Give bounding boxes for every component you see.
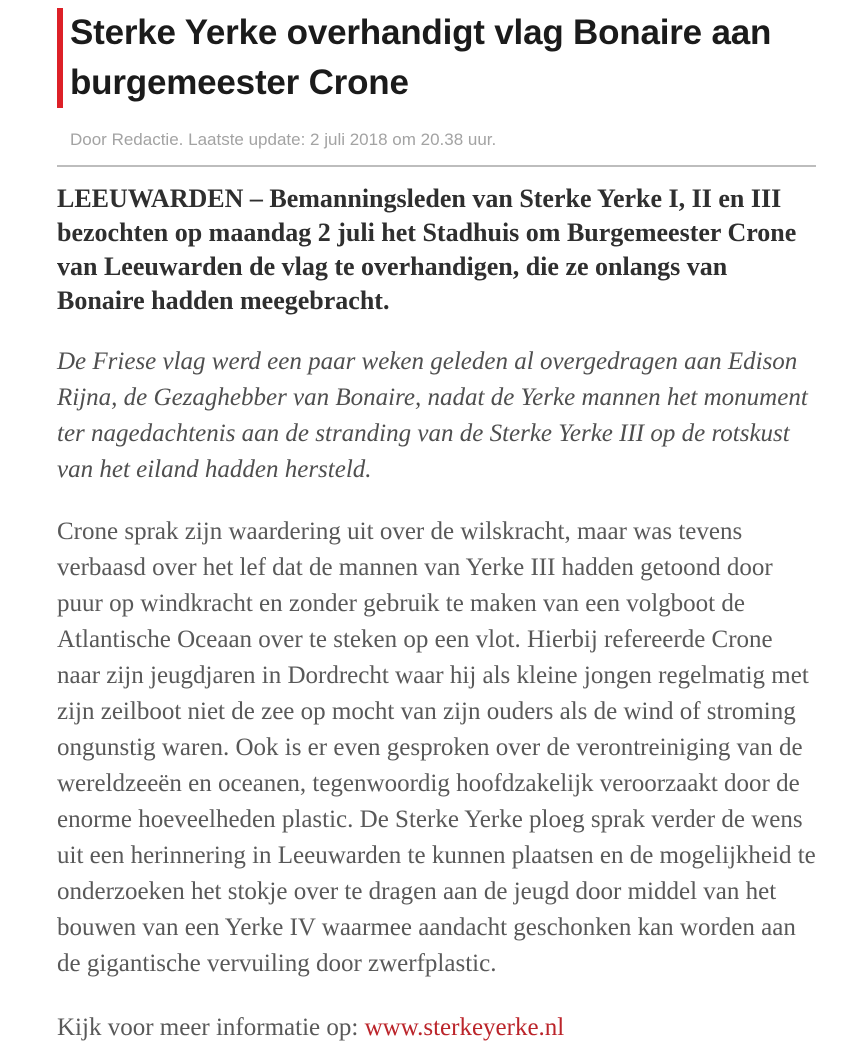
divider bbox=[57, 165, 816, 167]
body-paragraph: Crone sprak zijn waardering uit over de wilskracht, maar was tevens verbaasd over het lef dat de mannen van Yerke III hadden getoond door puur op windkracht en zonder gebruik te maken van een volgboot de Atlantische Oceaan over te steken op een vlot. Hierbij refereerde Crone naar zijn jeugdjaren in Dordrecht waar hij als kleine jongen regelmatig met zijn zeilboot niet de zee op mocht van zijn ouders als de wind of stroming ongunstig waren. Ook is er even gesproken over de verontreiniging van de wereldzeeën en oceanen, tegenwoordig hoofdzakelijk veroorzaakt door de enorme hoeveelheden plastic. De Sterke Yerke ploeg sprak verder de wens uit een herinnering in Leeuwarden te kunnen plaatsen en de mogelijkheid te onderzoeken het stokje over te dragen aan de jeugd door middel van het bouwen van een Yerke IV waarmee aandacht geschonken kan worden aan de gigantische vervuiling door zwerfplastic. bbox=[57, 518, 816, 977]
more-info-text: Kijk voor meer informatie op: bbox=[57, 1014, 365, 1041]
website-link[interactable]: www.sterkeyerke.nl bbox=[364, 1014, 565, 1041]
more-info-line bbox=[57, 1010, 816, 1046]
headline-row bbox=[57, 8, 816, 108]
intro-paragraph: De Friese vlag werd een paar weken geleden al overgedragen aan Edison Rijna, de Gezaghebber van Bonaire, nadat de Yerke mannen het monument ter nagedachtenis aan de stranding van de Sterke Yerke III op de rotskust van het eiland hadden hersteld. bbox=[57, 348, 808, 483]
page-title: Sterke Yerke overhandigt vlag Bonaire aan burgemeester Crone bbox=[70, 13, 772, 102]
lead-paragraph: LEEUWARDEN – Bemanningsleden van Sterke Yerke I, II en III bezochten op maandag 2 juli het Stadhuis om Burgemeester Crone van Leeuwarden de vlag te overhandigen, die ze onlangs van Bonaire hadden meegebracht. bbox=[57, 184, 797, 315]
byline: Door Redactie. Laatste update: 2 juli 2018 om 20.38 uur. bbox=[70, 130, 497, 149]
headline-accent-bar bbox=[57, 8, 63, 108]
